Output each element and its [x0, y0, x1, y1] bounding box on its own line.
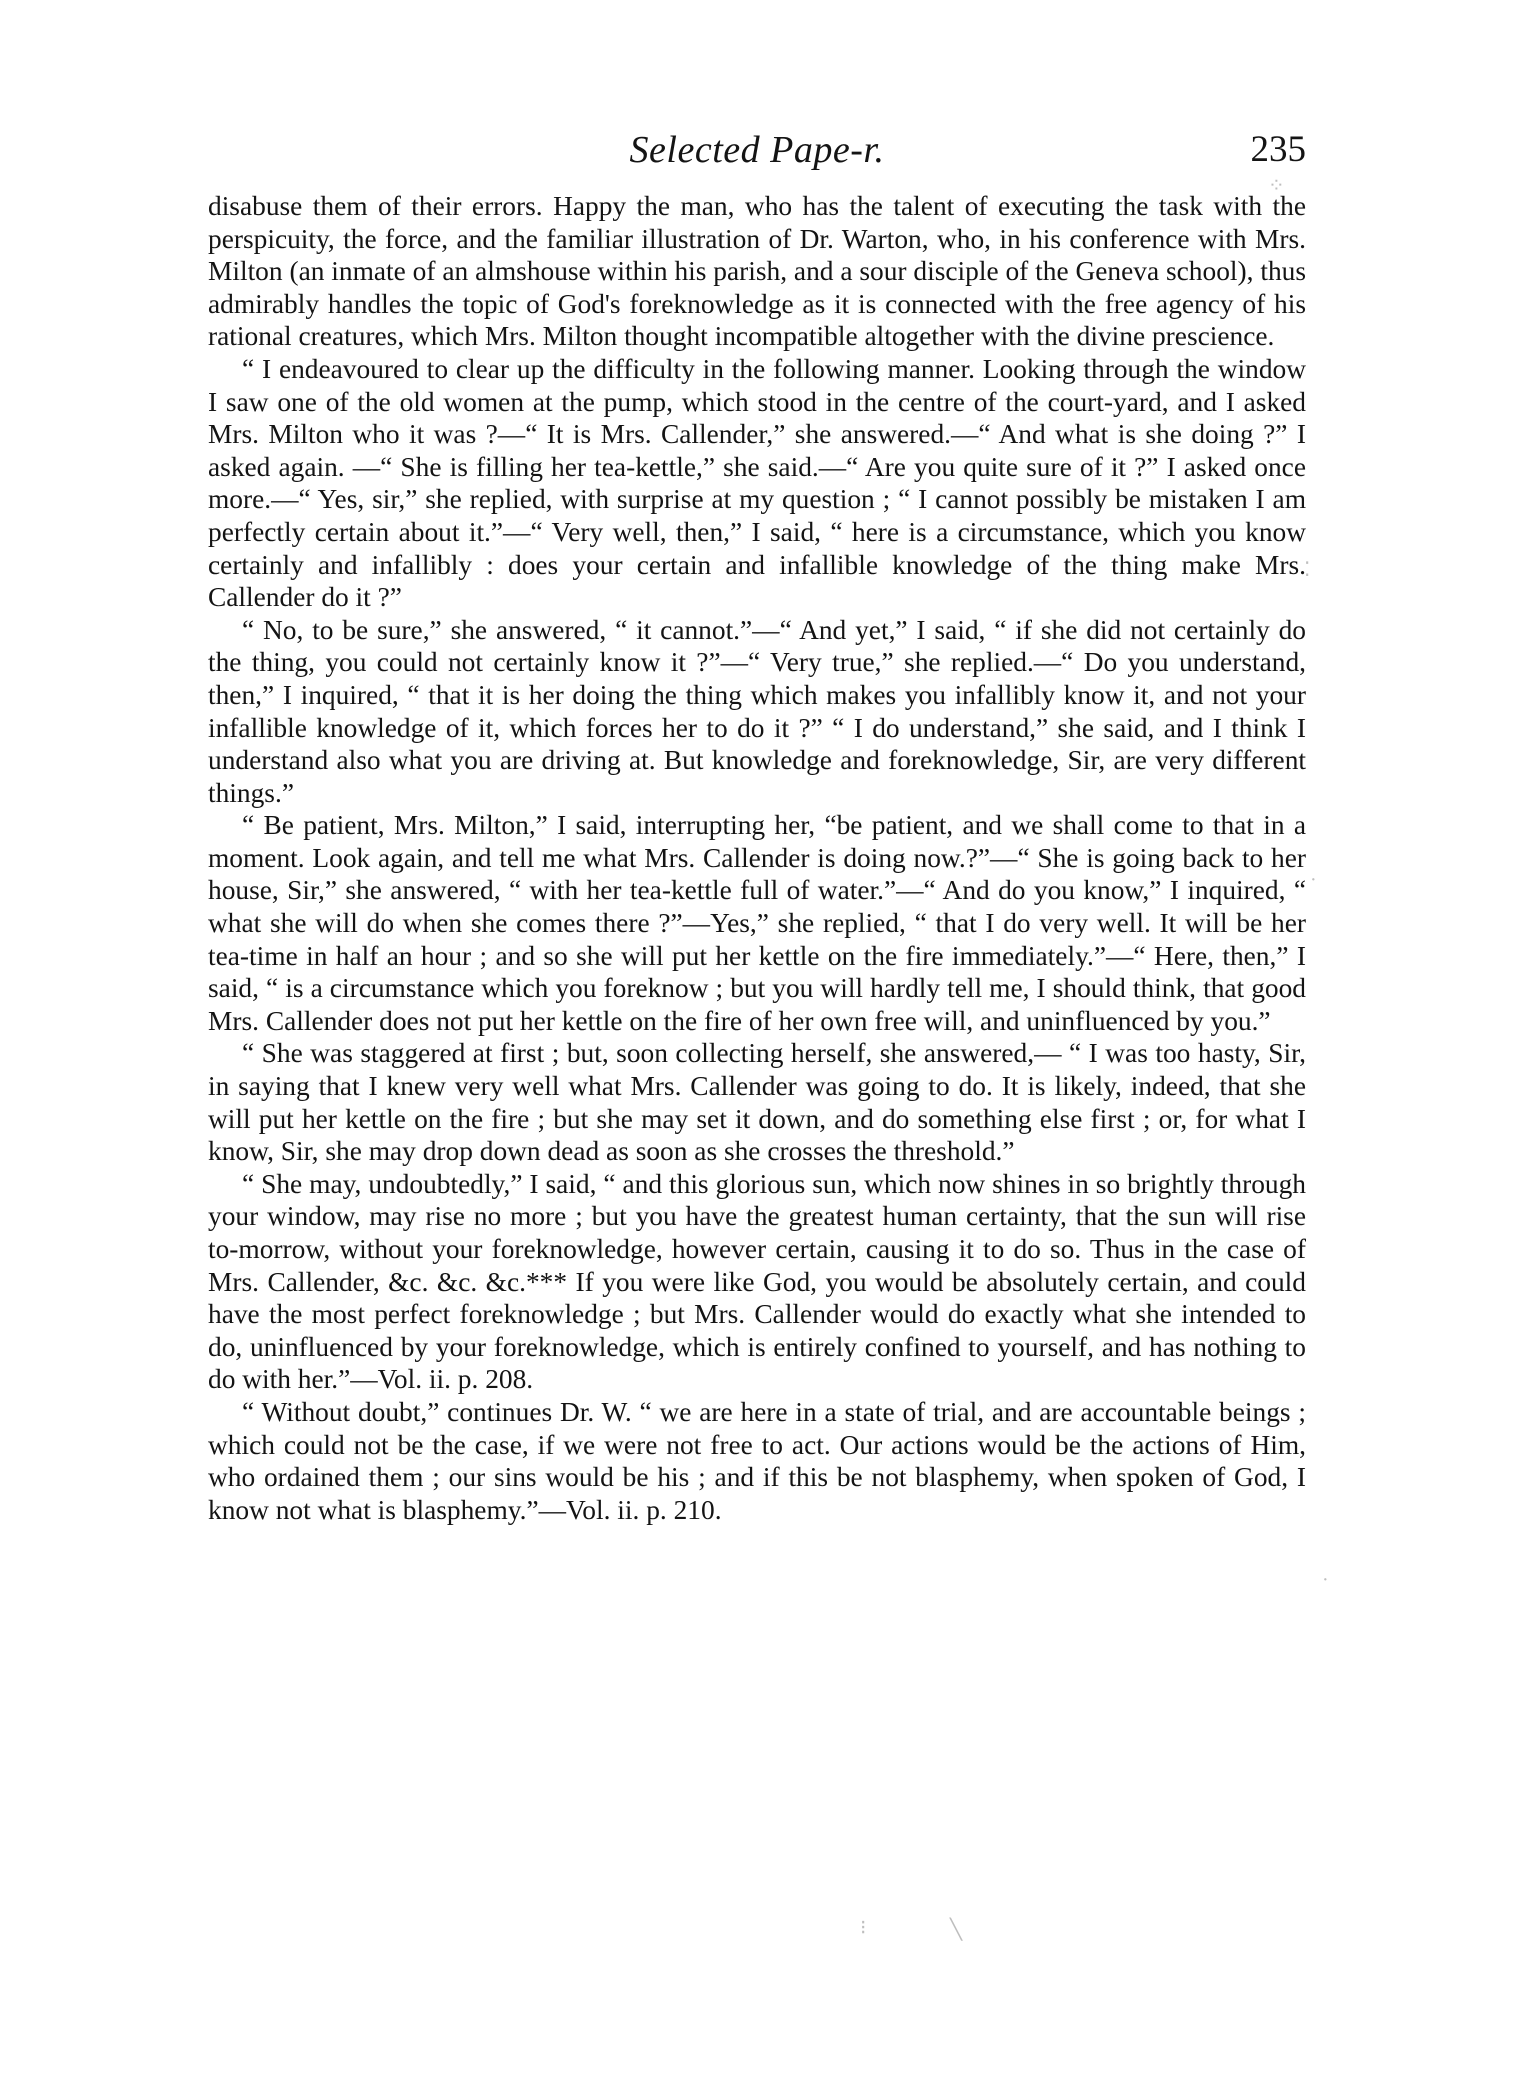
paragraph-be-patient: “ Be patient, Mrs. Milton,” I said, interrupting her, “be patient, and we shall come to that in a moment. Look again, and tell me what Mrs. Callender is doing now.?”—“ She is going back to her house, Sir,” she answered, “ with her tea-kettle full of water.”—“ And do you know,” I inquired, “ what she will do when she comes there ?”—Yes,” she replied, “ that I do very well. It will be her tea-time in half an hour ; and so she will put her kettle on the fire immediately.”—“ Here, then,” I said, “ is a circumstance which you foreknow ; but you will hardly tell me, I should think, that good Mrs. Callender does not put her kettle on the fire of her own free will, and uninfluenced by you.”	[208, 810, 1306, 1036]
scan-speck: ·	[1310, 869, 1317, 891]
paragraph-disabuse: disabuse them of their errors. Happy the man, who has the talent of executing the task with the perspicuity, the force, and the familiar illustration of Dr. Warton, who, in his conference with Mrs. Milton (an inmate of an almshouse within his parish, and a sour disciple of the Geneva school), thus admirably handles the topic of God's foreknowledge as it is connected with the free agency of his rational creatures, which Mrs. Milton thought incompatible altogether with the divine prescience.	[208, 191, 1306, 352]
scan-speck: ╲	[950, 1919, 963, 1941]
running-title-text: Selected Pape	[629, 129, 851, 171]
paragraph-no-to-be-sure: “ No, to be sure,” she answered, “ it cannot.”—“ And yet,” I said, “ if she did not certainly do the thing, you could not certainly know it ?”—“ Very true,” she replied.—“ Do you understand, then,” I inquired, “ that it is her doing the thing which makes you infallibly know it, and not your infallible knowledge of it, which forces her to do it ?” “ I do understand,” she said, and I think I understand also what you are driving at. But knowledge and foreknowledge, Sir, are very different things.”	[208, 614, 1306, 808]
scan-speck: ·	[1322, 1569, 1329, 1591]
running-title-tail: -r.	[850, 129, 885, 171]
paragraph-she-may: “ She may, undoubtedly,” I said, “ and this glorious sun, which now shines in so brightly through your window, may rise no more ; but you have the greatest human certainty, that the sun will rise to-morrow, without your foreknowledge, however certain, causing it to do so. Thus in the case of Mrs. Callender, &c. &c. &c.*** If you were like God, you would be absolutely certain, and could have the most perfect foreknowledge ; but Mrs. Callender would do exactly what she intended to do, uninfluenced by your foreknowledge, which is entirely confined to yourself, and has nothing to do with her.”—Vol. ii. p. 208.	[208, 1168, 1306, 1395]
scan-speck: ⁘	[1268, 175, 1285, 197]
running-head	[208, 120, 1306, 180]
scan-speck: ⁝	[860, 1917, 867, 1939]
paragraph-difficulty: “ I endeavoured to clear up the difficulty in the following manner. Looking through the window I saw one of the old women at the pump, which stood in the centre of the court-yard, and I asked Mrs. Milton who it was ?—“ It is Mrs. Callender,” she answered.—“ And what is she doing ?” I asked again. —“ She is filling her tea-kettle,” she said.—“ Are you quite sure of it ?” I asked once more.—“ Yes, sir,” she replied, with surprise at my question ; “ I cannot possibly be mistaken I am perfectly certain about it.”—“ Very well, then,” I said, “ here is a circumstance, which you know certainly and infallibly : does your certain and infallible knowledge of the thing make Mrs. Callender do it ?”	[208, 353, 1306, 613]
body-text	[208, 190, 1306, 1526]
page-number: 235	[1250, 129, 1306, 170]
paragraph-without-doubt: “ Without doubt,” continues Dr. W. “ we are here in a state of trial, and are accountable beings ; which could not be the case, if we were not free to act. Our actions would be the actions of Him, who ordained them ; our sins would be his ; and if this be not blasphemy, when spoken of God, I know not what is blasphemy.”—Vol. ii. p. 210.	[208, 1396, 1306, 1525]
running-title	[208, 120, 1306, 180]
scan-speck: ⁚	[1304, 559, 1311, 581]
paragraph-staggered: “ She was staggered at first ; but, soon collecting herself, she answered,— “ I was too hasty, Sir, in saying that I knew very well what Mrs. Callender was going to do. It is likely, indeed, that she will put her kettle on the fire ; but she may set it down, and do something else first ; or, for what I know, Sir, she may drop down dead as soon as she crosses the threshold.”	[208, 1038, 1306, 1167]
